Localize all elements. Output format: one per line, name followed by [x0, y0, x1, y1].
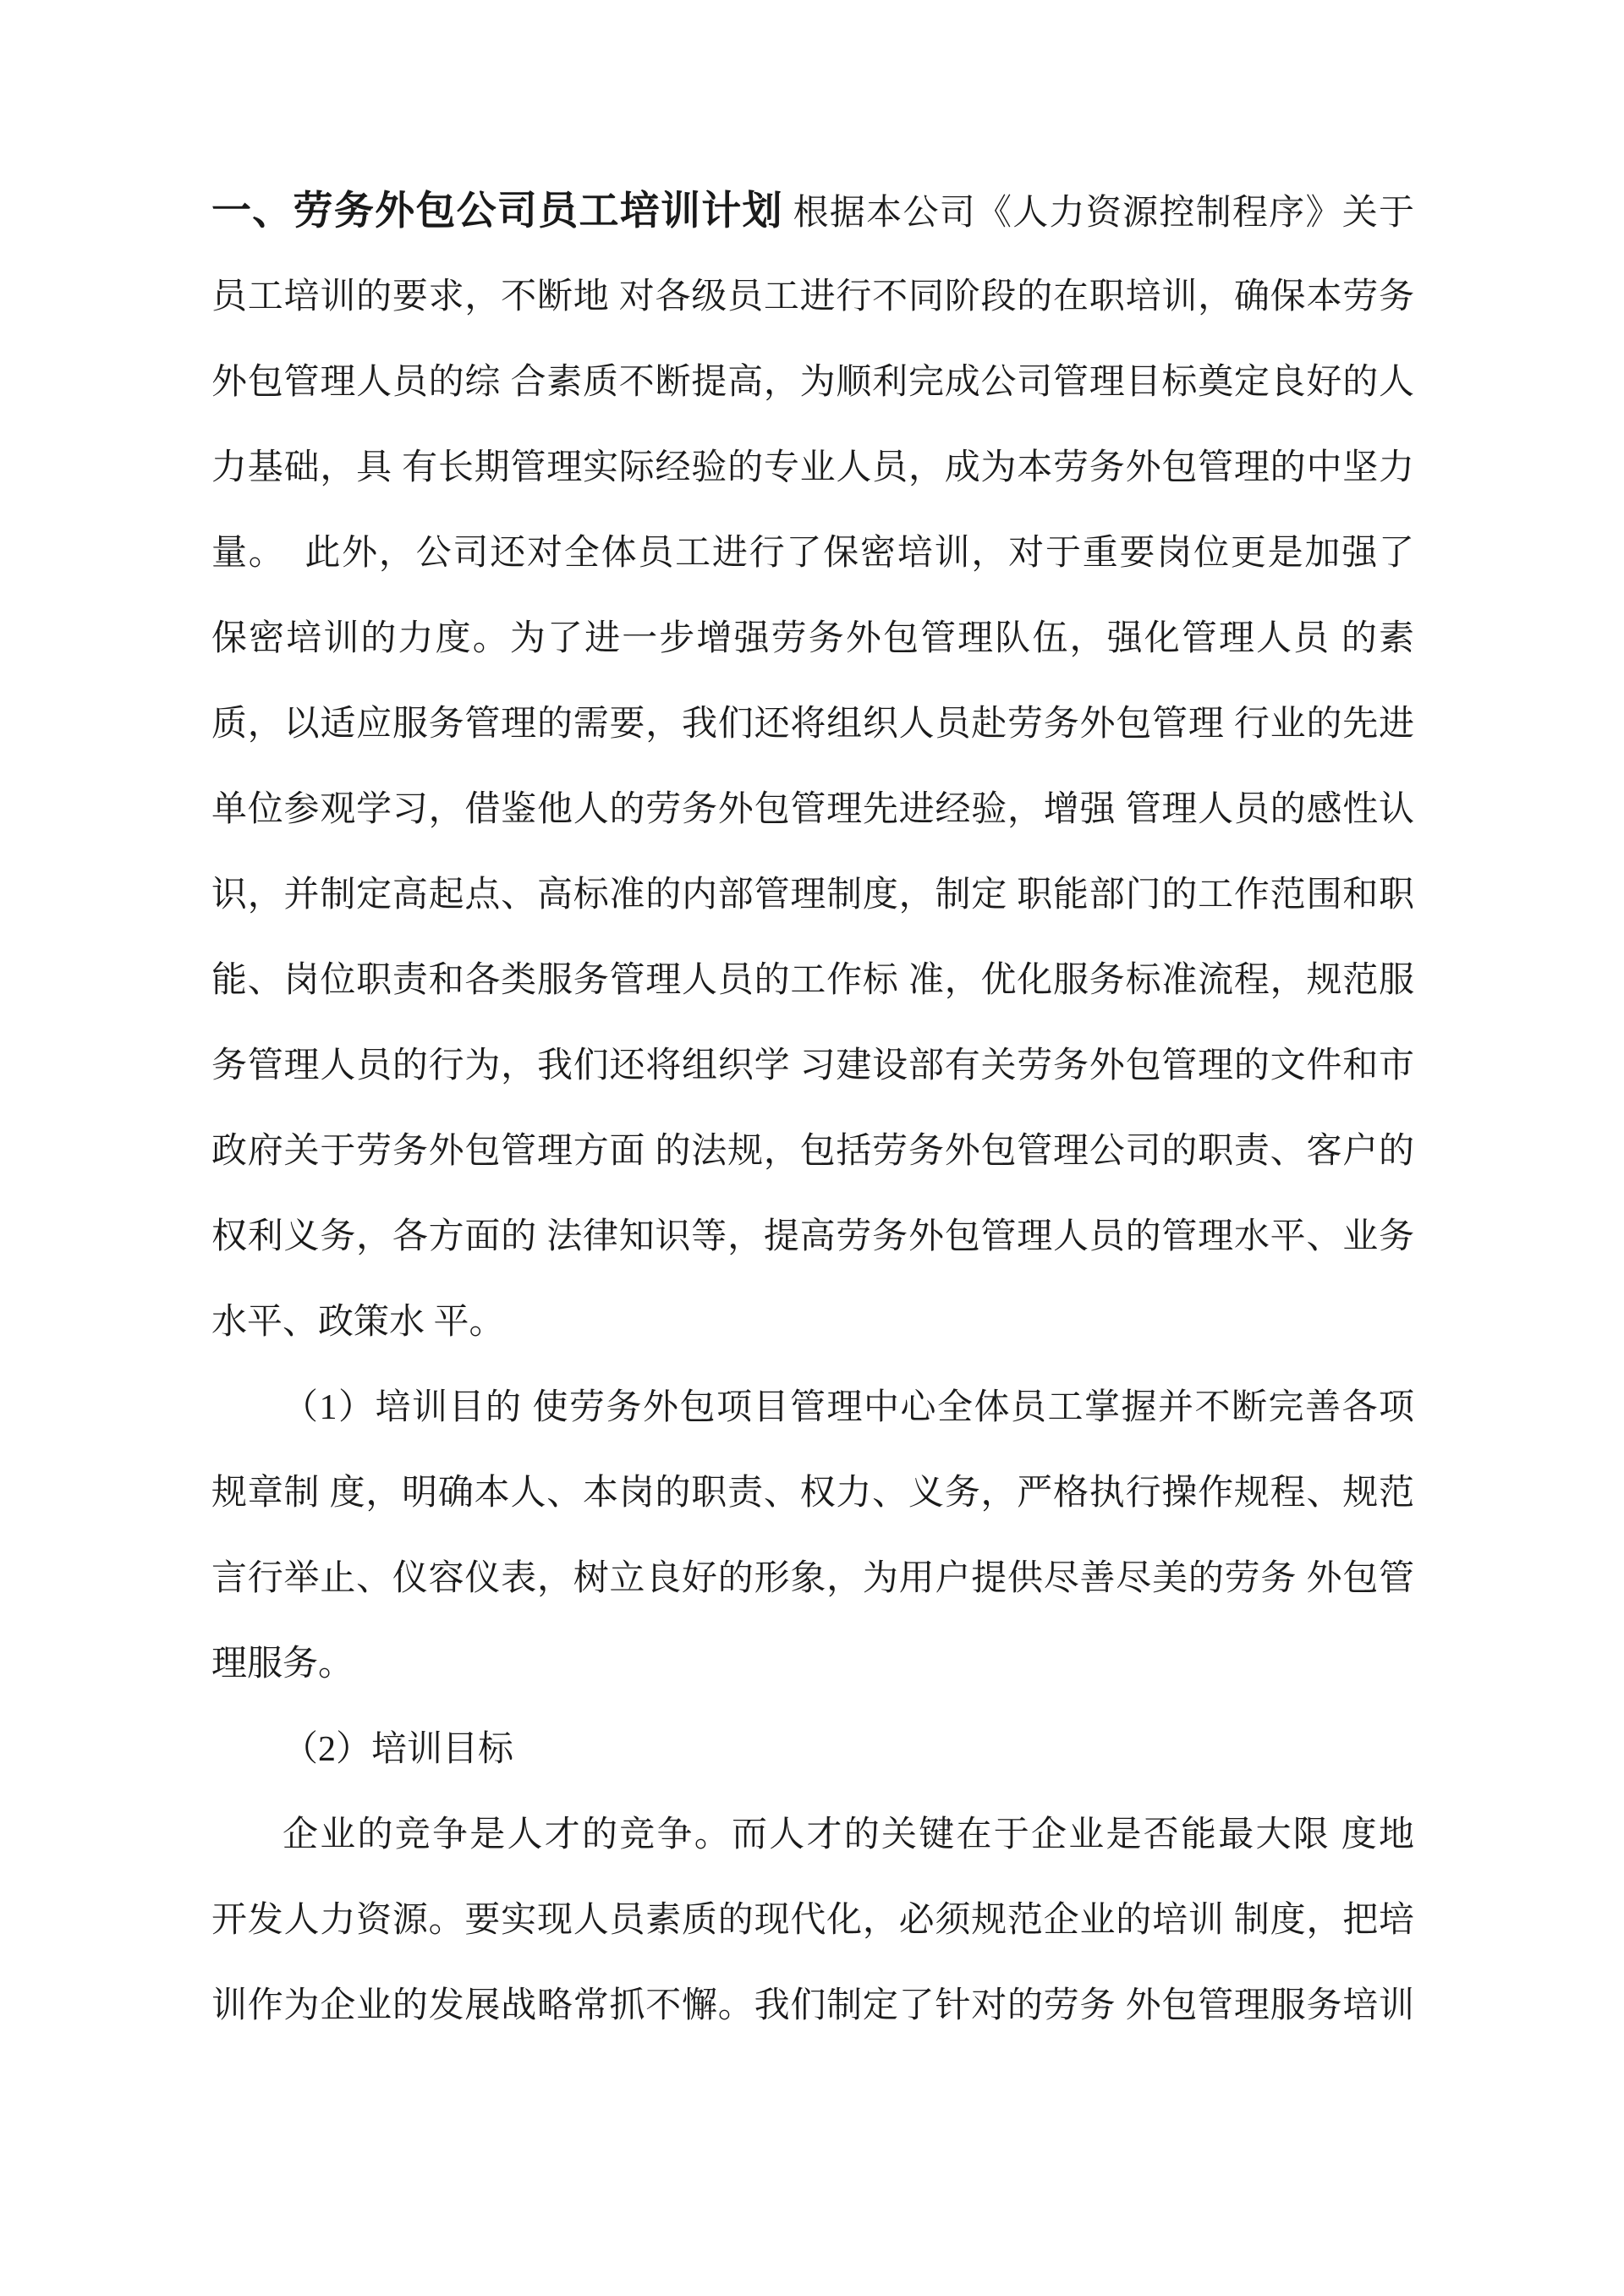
line-text: 权利义务，各方面的 法律知识等，提高劳务外包管理人员的管理水平、业务 — [211, 1217, 1414, 1256]
text-line — [211, 853, 1414, 938]
line-text: 训作为企业的发展战略常抓不懈。我们制定了针对的劳务 外包管理服务培训 — [211, 1986, 1414, 2025]
line-text: 外包管理人员的综 合素质不断提高，为顺利完成公司管理目标奠定良好的人 — [211, 363, 1414, 402]
text-line — [211, 511, 1414, 596]
text-line — [211, 1109, 1414, 1195]
line-text: 政府关于劳务外包管理方面 的法规，包括劳务外包管理公司的职责、客户的 — [211, 1132, 1414, 1171]
text-line — [211, 1280, 1414, 1365]
text-line — [211, 426, 1414, 511]
line-text: 水平、政策水 平。 — [211, 1303, 505, 1342]
line-text: （1）培训目的 使劳务外包项目管理中心全体员工掌握并不断完善各项 — [283, 1388, 1414, 1427]
line-text: 能、岗位职责和各类服务管理人员的工作标 准，优化服务标准流程，规范服 — [211, 961, 1414, 1000]
line-text: 开发人力资源。要实现人员素质的现代化，必须规范企业的培训 制度，把培 — [211, 1901, 1414, 1940]
line-text: 力基础，具 有长期管理实际经验的专业人员，成为本劳务外包管理的中坚力 — [211, 448, 1414, 487]
line-text: 务管理人员的行为，我们还将组织学 习建设部有关劳务外包管理的文件和市 — [211, 1046, 1414, 1085]
document-body — [211, 169, 1414, 2049]
text-line — [211, 1964, 1414, 2049]
line-text: 理服务。 — [211, 1645, 354, 1684]
line-text: 保密培训的力度。为了进一步增强劳务外包管理队伍，强化管理人员 的素 — [211, 619, 1414, 658]
text-line — [211, 1195, 1414, 1280]
text-line — [211, 767, 1414, 853]
text-line — [211, 1536, 1414, 1622]
text-line — [211, 1451, 1414, 1536]
text-line — [211, 1622, 1414, 1707]
line-text: 根据本公司《人力资源控制程序》关于 — [793, 194, 1415, 233]
text-line — [211, 1024, 1414, 1109]
heading-line — [211, 169, 1414, 255]
text-line — [211, 255, 1414, 340]
text-line — [211, 1793, 1414, 1878]
line-text: 识，并制定高起点、高标准的内部管理制度，制定 职能部门的工作范围和职 — [211, 876, 1414, 915]
text-line — [211, 596, 1414, 682]
line-text: 质，以适应服务管理的需要，我们还将组织人员赴劳务外包管理 行业的先进 — [211, 705, 1414, 744]
line-text: 单位参观学习，借鉴他人的劳务外包管理先进经验，增强 管理人员的感性认 — [211, 790, 1414, 829]
line-text: 员工培训的要求，不断地 对各级员工进行不同阶段的在职培训，确保本劳务 — [211, 277, 1414, 316]
text-line — [211, 938, 1414, 1024]
line-text: 量。 此外，公司还对全体员工进行了保密培训，对于重要岗位更是加强了 — [211, 534, 1414, 573]
line-text: 言行举止、仪容仪表，树立良好的形象，为用户提供尽善尽美的劳务 外包管 — [211, 1559, 1414, 1598]
line-text: （2）培训目标 — [283, 1730, 514, 1769]
text-line — [211, 340, 1414, 426]
text-line — [211, 1878, 1414, 1964]
text-line — [211, 1365, 1414, 1451]
section-heading: 一、劳务外包公司员工培训计划 — [211, 190, 783, 233]
line-text: 企业的竞争是人才的竞争。而人才的关键在于企业是否能最大限 度地 — [283, 1815, 1414, 1854]
text-line — [211, 1707, 1414, 1793]
text-line — [211, 682, 1414, 767]
line-text: 规章制 度，明确本人、本岗的职责、权力、义务，严格执行操作规程、规范 — [211, 1474, 1414, 1513]
